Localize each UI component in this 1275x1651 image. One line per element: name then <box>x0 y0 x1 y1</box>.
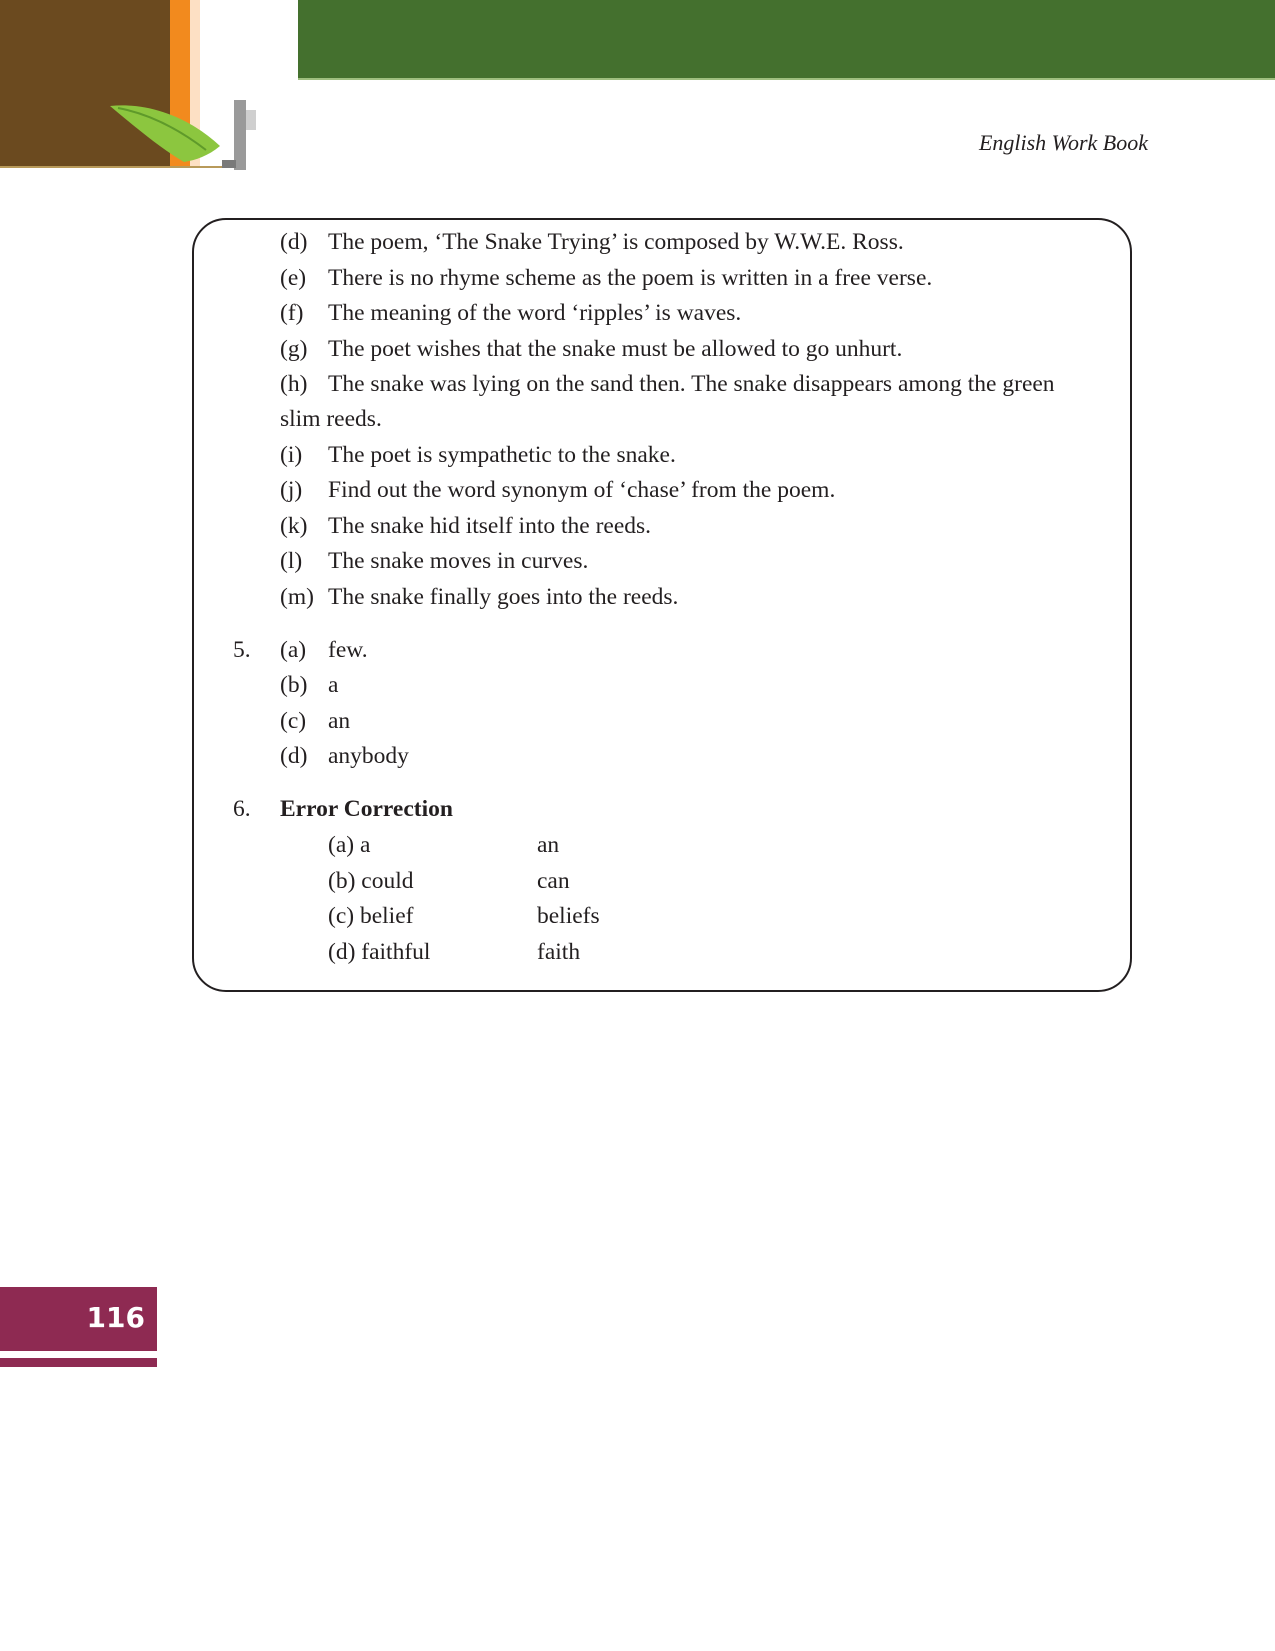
item-label: (d) <box>280 743 308 769</box>
item-label: (b) <box>280 672 308 698</box>
item-label: (g) <box>280 336 308 362</box>
correct-word: beliefs <box>537 903 600 929</box>
item-text: Find out the word synonym of ‘chase’ from the poem. <box>328 477 836 503</box>
item-text: The snake was lying on the sand then. The snake disappears among the green <box>328 371 1055 397</box>
item-text: an <box>328 708 351 734</box>
item-label: (k) <box>280 513 308 539</box>
item-text: The poet wishes that the snake must be allowed to go unhurt. <box>328 336 903 362</box>
page-number: 116 <box>86 1301 145 1334</box>
item-label: (a) <box>280 637 307 663</box>
item-text: There is no rhyme scheme as the poem is written in a free verse. <box>328 265 933 291</box>
item-text: a <box>328 672 339 698</box>
item-label: (m) <box>280 584 314 610</box>
page-number-underline <box>0 1358 157 1367</box>
item-text: The snake moves in curves. <box>328 548 589 574</box>
item-label: (l) <box>280 548 303 574</box>
incorrect-word: (a) a <box>328 832 371 858</box>
item-text: The snake finally goes into the reeds. <box>328 584 679 610</box>
correct-word: faith <box>537 939 581 965</box>
item-label: (c) <box>280 708 307 734</box>
item-text: The poem, ‘The Snake Trying’ is composed by W.W.E. Ross. <box>328 229 904 255</box>
incorrect-word: (d) faithful <box>328 939 431 965</box>
correct-word: an <box>537 832 560 858</box>
item-label: (i) <box>280 442 303 468</box>
item-text: The snake hid itself into the reeds. <box>328 513 652 539</box>
running-head: English Work Book <box>978 130 1148 155</box>
correct-word: can <box>537 868 570 894</box>
incorrect-word: (b) could <box>328 868 414 894</box>
section-title: Error Correction <box>280 796 453 822</box>
question-number: 5. <box>233 637 251 663</box>
item-label: (j) <box>280 477 303 503</box>
item-text: The meaning of the word ‘ripples’ is waves. <box>328 300 742 326</box>
item-text: few. <box>328 637 368 663</box>
item-label: (e) <box>280 265 307 291</box>
item-text: The poet is sympathetic to the snake. <box>328 442 676 468</box>
item-text: anybody <box>328 743 409 769</box>
item-label: (f) <box>280 300 304 326</box>
page-number-tab <box>0 1287 157 1351</box>
item-label: (d) <box>280 229 308 255</box>
item-continuation: slim reeds. <box>280 406 382 432</box>
incorrect-word: (c) belief <box>328 903 414 929</box>
item-label: (h) <box>280 371 308 397</box>
question-number: 6. <box>233 796 251 822</box>
